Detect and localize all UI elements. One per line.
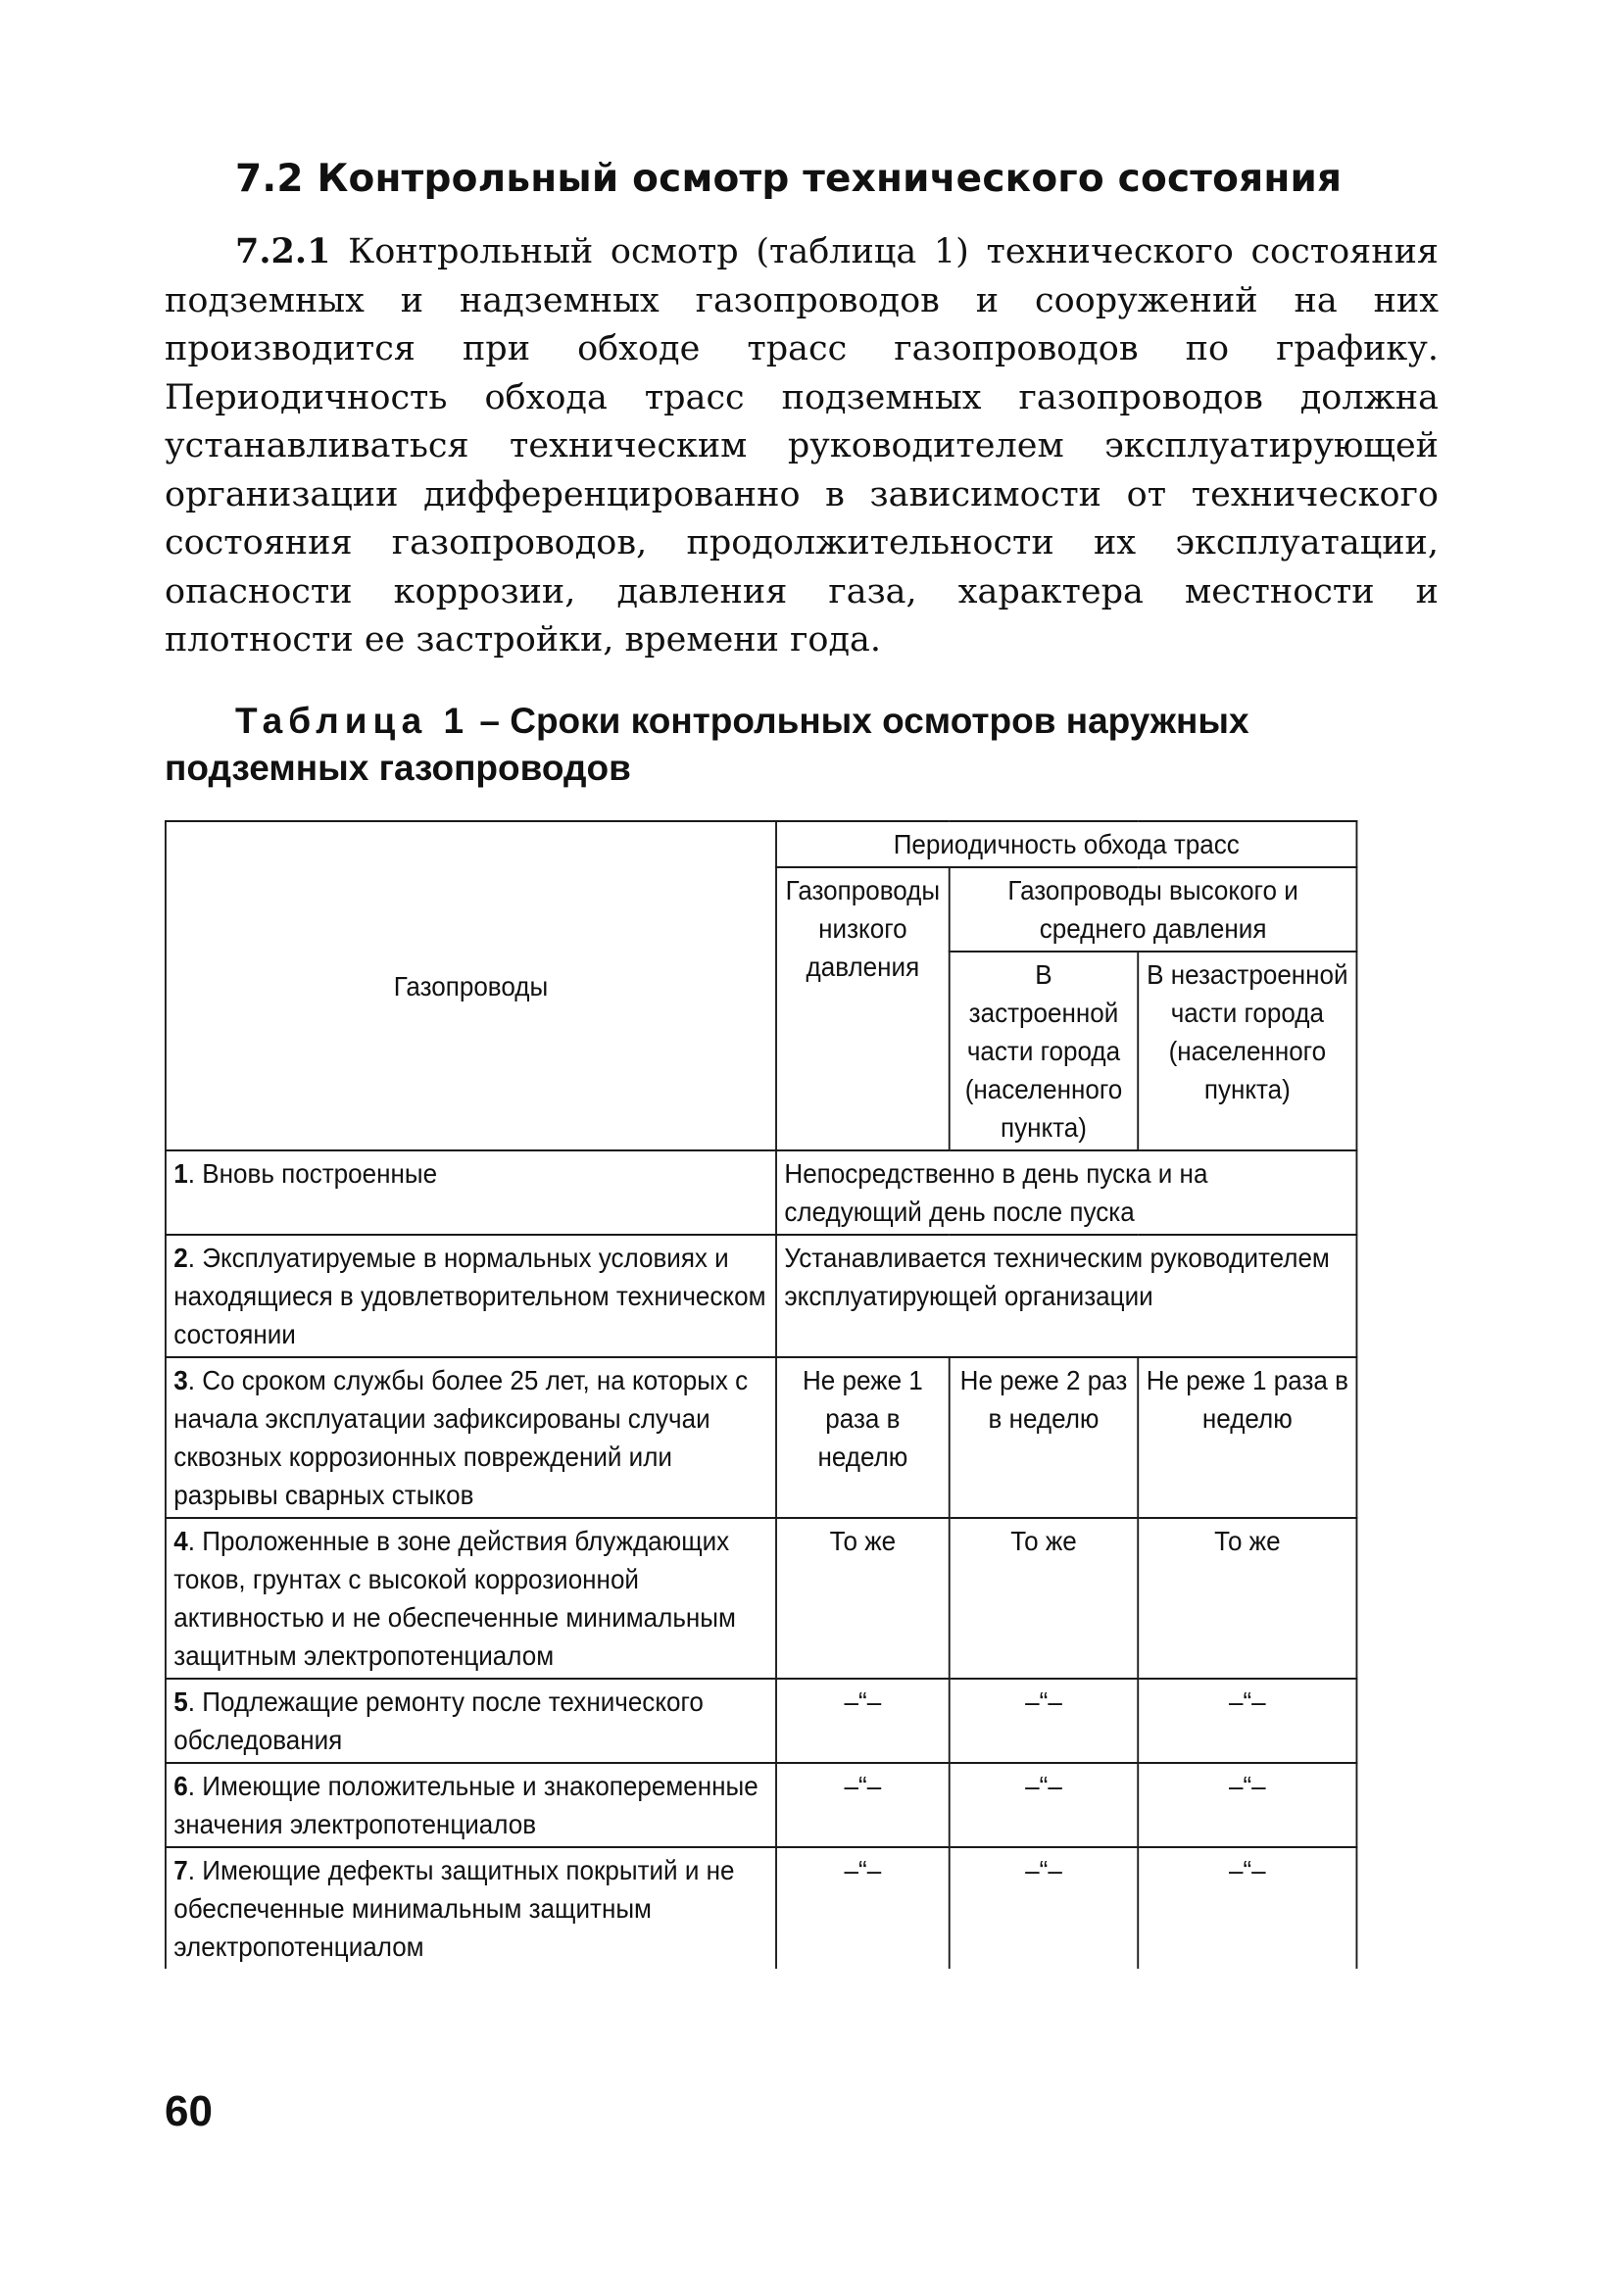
section-title: 7.2 Контрольный осмотр технического состояния	[235, 157, 1343, 201]
row-text: . Эксплуатируемые в нормальных условиях и находящиеся в удовлетворительном техническом состоянии	[173, 1243, 766, 1349]
header-periodicity: Периодичность обхода трасс	[776, 821, 1356, 867]
row-not-built-up: То же	[1138, 1518, 1356, 1679]
row-label	[166, 1679, 776, 1763]
row-not-built-up: Не реже 1 раза в неделю	[1138, 1357, 1356, 1518]
table-caption-label: Таблица 1	[235, 701, 470, 741]
header-low-pressure: Газопроводы низкого давления	[776, 867, 950, 1150]
table-header	[166, 821, 1357, 1150]
row-text: . Имеющие положительные и знакопеременные значения электропотенциалов	[173, 1771, 758, 1839]
row-label	[166, 1357, 776, 1518]
row-low-pressure: –“–	[776, 1679, 950, 1763]
row-text: . Проложенные в зоне действия блуждающих токов, грунтах с высокой коррозионной активностью и не обеспеченные минимальным защитным электропотенциалом	[173, 1526, 736, 1671]
row-not-built-up: –“–	[1138, 1847, 1356, 1969]
row-text: . Имеющие дефекты защитных покрытий и не обеспеченные минимальным защитным электропотенциалом	[173, 1855, 735, 1962]
row-text: . Со сроком службы более 25 лет, на которых с начала эксплуатации зафиксированы случаи сквозных коррозионных повреждений или разрывы сварных стыков	[173, 1365, 749, 1510]
row-number: 7	[173, 1855, 188, 1885]
table-row	[166, 1357, 1357, 1518]
row-number: 1	[173, 1158, 188, 1189]
row-label	[166, 1235, 776, 1357]
header-row-1	[166, 821, 1357, 867]
row-built-up: То же	[950, 1518, 1139, 1679]
row-built-up: –“–	[950, 1763, 1139, 1847]
row-number: 2	[173, 1243, 188, 1273]
header-high-medium-pressure: Газопроводы высокого и среднего давления	[950, 867, 1357, 952]
row-label	[166, 1763, 776, 1847]
table-caption-dash: –	[469, 701, 511, 741]
paragraph-text: Контрольный осмотр (таблица 1) технического состояния подземных и надземных газопроводов и сооружений на них производится при обходе трасс газопроводов по графику. Периодичность обхода трасс подземных газопроводов должна устанавливаться техническим руководителем эксплуатирующей организации дифференцированно в зависимости от технического состояния газопроводов, продолжительности их эксплуатации, опасности коррозии, давления газа, характера местности и плотности ее застройки, времени года.	[165, 232, 1439, 659]
header-not-built-up: В незастроенной части города (населенного пункта)	[1138, 952, 1356, 1150]
row-label	[166, 1518, 776, 1679]
row-number: 5	[173, 1686, 188, 1717]
row-built-up: –“–	[950, 1847, 1139, 1969]
row-label	[166, 1847, 776, 1969]
row-number: 3	[173, 1365, 188, 1395]
row-built-up: Не реже 2 раз в неделю	[950, 1357, 1139, 1518]
header-built-up: В застроенной части города (населенного пункта)	[950, 952, 1139, 1150]
row-low-pressure: –“–	[776, 1847, 950, 1969]
paragraph-7-2-1	[165, 227, 1439, 665]
row-not-built-up: –“–	[1138, 1763, 1356, 1847]
row-not-built-up: –“–	[1138, 1679, 1356, 1763]
table-caption	[165, 698, 1439, 792]
table-row	[166, 1235, 1357, 1357]
table-row	[166, 1847, 1357, 1969]
row-label	[166, 1150, 776, 1235]
row-number: 6	[173, 1771, 188, 1801]
inspection-schedule-table	[165, 820, 1357, 1969]
row-low-pressure: Не реже 1 раза в неделю	[776, 1357, 950, 1518]
table-row	[166, 1518, 1357, 1679]
row-low-pressure: –“–	[776, 1763, 950, 1847]
table-body	[166, 1150, 1357, 1969]
header-pipelines: Газопроводы	[166, 821, 776, 1150]
row-periodicity-merged: Устанавливается техническим руководителем эксплуатирующей организации	[776, 1235, 1356, 1357]
row-periodicity-merged: Непосредственно в день пуска и на следующий день после пуска	[776, 1150, 1356, 1235]
row-text: . Подлежащие ремонту после технического обследования	[173, 1686, 704, 1755]
table-row	[166, 1763, 1357, 1847]
row-low-pressure: То же	[776, 1518, 950, 1679]
table-row	[166, 1679, 1357, 1763]
row-text: . Вновь построенные	[187, 1158, 438, 1189]
row-built-up: –“–	[950, 1679, 1139, 1763]
paragraph-number: 7.2.1	[235, 231, 331, 271]
table-row	[166, 1150, 1357, 1235]
table-caption-text: Сроки контрольных осмотров наружных подземных газопроводов	[165, 701, 1249, 788]
row-number: 4	[173, 1526, 188, 1556]
page-number: 60	[165, 2087, 213, 2135]
